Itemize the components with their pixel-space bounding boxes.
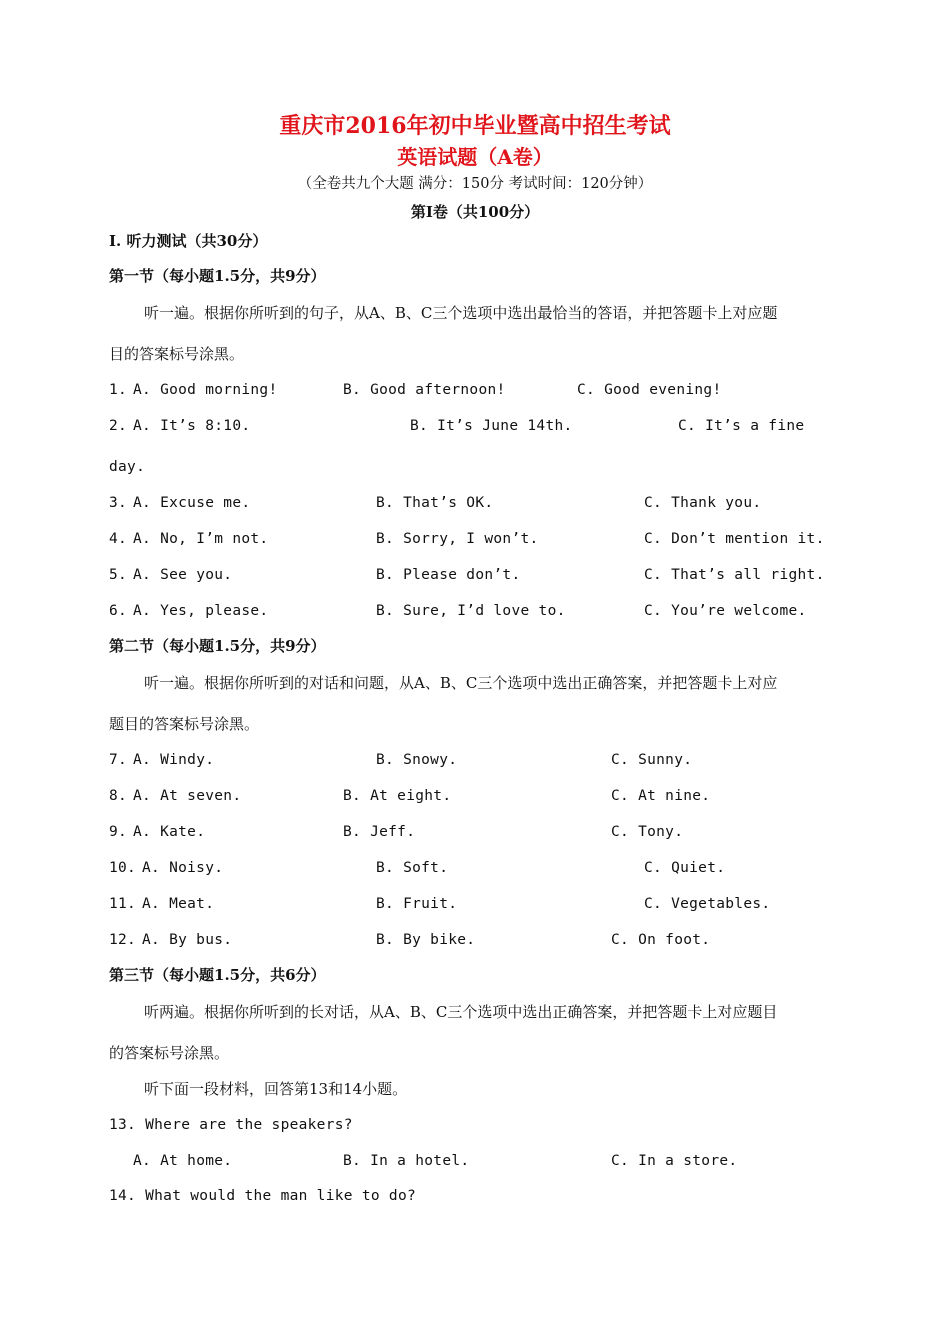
option-c: C. Tony.: [611, 824, 684, 840]
option-b: B. By bike.: [376, 932, 476, 948]
option-b: B. Jeff.: [343, 824, 416, 840]
option-b: B. In a hotel.: [343, 1153, 470, 1169]
option-b: B. Sorry, I won’t.: [376, 531, 539, 547]
section1-heading: 第一节（每小题1.5分，共9分）: [109, 267, 326, 285]
option-a: A. Kate.: [133, 824, 206, 840]
question-number: 1.: [109, 382, 128, 398]
question-number: 12.: [109, 932, 137, 948]
section2-instruction: 听一遍。根据你所听到的对话和问题，从A、B、C三个选项中选出正确答案，并把答题卡上对应: [144, 674, 778, 692]
option-b: B. Fruit.: [376, 896, 458, 912]
option-b: B. Good afternoon!: [343, 382, 506, 398]
question-number: 8.: [109, 788, 128, 804]
option-c: C. In a store.: [611, 1153, 738, 1169]
option-c: C. It’s a fine: [678, 418, 805, 434]
option-b: B. Please don’t.: [376, 567, 521, 583]
section3-instruction-cont: 的答案标号涂黑。: [109, 1044, 230, 1062]
exam-subtitle: 英语试题（A卷）: [397, 145, 553, 169]
question-number: 4.: [109, 531, 128, 547]
option-b: B. At eight.: [343, 788, 452, 804]
option-b: B. Soft.: [376, 860, 449, 876]
question-number: 11.: [109, 896, 137, 912]
option-a: A. Noisy.: [142, 860, 224, 876]
option-b: B. Sure, I’d love to.: [376, 603, 566, 619]
option-c: C. Sunny.: [611, 752, 693, 768]
option-a: A. Windy.: [133, 752, 215, 768]
option-a: A. Meat.: [142, 896, 215, 912]
option-c: C. Don’t mention it.: [644, 531, 825, 547]
exam-meta: （全卷共九个大题 满分：150分 考试时间：120分钟）: [297, 176, 653, 192]
option-a: A. No, I’m not.: [133, 531, 269, 547]
option-a: A. At seven.: [133, 788, 242, 804]
question-14-stem: 14. What would the man like to do?: [109, 1188, 417, 1204]
question-13-stem: 13. Where are the speakers?: [109, 1117, 353, 1133]
section3-heading: 第三节（每小题1.5分，共6分）: [109, 966, 326, 984]
question-number: 5.: [109, 567, 128, 583]
question-number: 3.: [109, 495, 128, 511]
option-c: C. You’re welcome.: [644, 603, 807, 619]
material-note: 听下面一段材料，回答第13和14小题。: [144, 1080, 408, 1098]
option-a: A. Yes, please.: [133, 603, 269, 619]
option-c: C. Quiet.: [644, 860, 726, 876]
question-number: 7.: [109, 752, 128, 768]
option-a: A. It’s 8:10.: [133, 418, 251, 434]
option-c: C. At nine.: [611, 788, 711, 804]
option-a: A. By bus.: [142, 932, 233, 948]
option-c: C. Thank you.: [644, 495, 762, 511]
question-number: 2.: [109, 418, 128, 434]
exam-title: 重庆市2016年初中毕业暨高中招生考试: [279, 113, 671, 139]
option-a: A. Excuse me.: [133, 495, 251, 511]
option-c: C. On foot.: [611, 932, 711, 948]
option-a: A. At home.: [133, 1153, 233, 1169]
option-c: C. Good evening!: [577, 382, 722, 398]
option-a: A. See you.: [133, 567, 233, 583]
part1-heading: I. 听力测试（共30分）: [109, 232, 268, 250]
question-number: 10.: [109, 860, 137, 876]
option-b: B. Snowy.: [376, 752, 458, 768]
section2-heading: 第二节（每小题1.5分，共9分）: [109, 637, 326, 655]
section1-instruction-cont: 目的答案标号涂黑。: [109, 345, 245, 363]
option-b: B. It’s June 14th.: [410, 418, 573, 434]
question-number: 6.: [109, 603, 128, 619]
section2-instruction-cont: 题目的答案标号涂黑。: [109, 715, 260, 733]
option-b: B. That’s OK.: [376, 495, 494, 511]
option-c: C. That’s all right.: [644, 567, 825, 583]
volume-heading: 第Ⅰ卷（共100分）: [410, 203, 540, 221]
option-a: A. Good morning!: [133, 382, 278, 398]
option-c-continuation: day.: [109, 459, 146, 475]
question-number: 9.: [109, 824, 128, 840]
option-c: C. Vegetables.: [644, 896, 771, 912]
section1-instruction: 听一遍。根据你所听到的句子，从A、B、C三个选项中选出最恰当的答语，并把答题卡上对应题: [144, 304, 778, 322]
section3-instruction: 听两遍。根据你所听到的长对话，从A、B、C三个选项中选出正确答案，并把答题卡上对应题目: [144, 1003, 778, 1021]
